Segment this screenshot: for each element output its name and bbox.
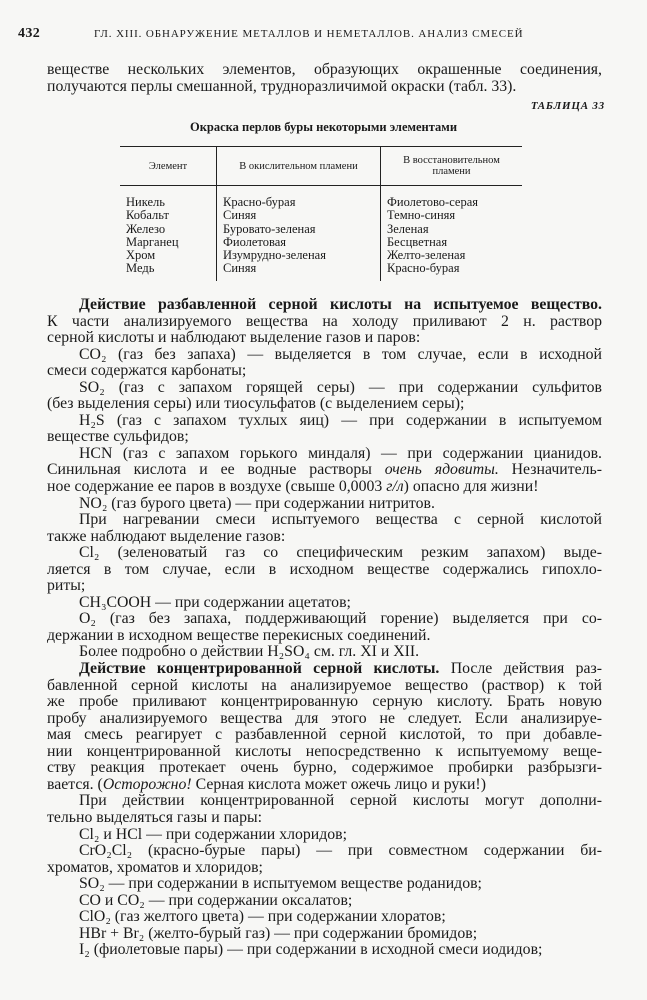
formula: HCN [79, 445, 113, 462]
text-line: нии концентрированной кислоты непосредственно к испытуемому веще- [47, 743, 602, 760]
text-segment: Незначитель- [498, 462, 602, 479]
text-line [47, 496, 602, 513]
chapter-title: ГЛ. XIII. ОБНАРУЖЕНИЕ МЕТАЛЛОВ И НЕМЕТАЛЛОВ. АНАЛИЗ СМЕСЕЙ [94, 28, 524, 40]
formula: HBr + Br₂ [79, 925, 145, 942]
text-line [47, 876, 602, 893]
text-line [47, 827, 602, 844]
formula: H₂S [79, 412, 105, 429]
formula: NO₂ [79, 495, 108, 512]
table-cell: Марганец [126, 234, 179, 249]
reducing-column [381, 186, 523, 281]
text-line: При действии концентрированной серной кислоты могут дополни- [79, 793, 602, 810]
table-cell: Кобальт [126, 208, 169, 223]
text-line: риты; [47, 578, 86, 595]
intro-paragraph [47, 62, 602, 95]
text-line [47, 479, 602, 496]
text-line: также наблюдают выделение газов: [47, 528, 286, 545]
text-segment: ) опасно для жизни! [403, 479, 539, 496]
running-head [18, 26, 627, 44]
table-cell: Никель [126, 195, 165, 209]
formula: CH₃COOH [79, 594, 152, 611]
text-segment: (газ с запахом тухлых яиц) — при содержании в испытуемом [104, 412, 602, 429]
text-line [47, 595, 602, 612]
text-line [47, 926, 602, 943]
formula: CO и CO₂ [79, 892, 145, 909]
text-segment: — при содержании оксалатов; [144, 892, 353, 909]
text-segment: Серная кислота может ожечь лицо и руки!) [191, 776, 486, 793]
text-line [47, 942, 602, 959]
text-line: (без выделения серы) или тиосульфатов (с выделением серы); [47, 396, 465, 413]
text-segment: вается. ( [47, 776, 103, 793]
table-caption: Окраска перлов буры некоторыми элементами [189, 120, 458, 134]
formula: SO₂ [79, 379, 105, 396]
text-line [47, 545, 602, 562]
table-cell: Фиолетово-серая [387, 195, 479, 209]
table-cell: Бесцветная [387, 234, 448, 249]
text-line: ляется в том случае, если в исходном веществе содержались гипохло- [47, 561, 602, 578]
text-line [47, 611, 602, 628]
table-cell: Темно-синяя [387, 208, 456, 223]
text-line: держании в исходном веществе перекисных соединений. [47, 627, 431, 644]
text-segment: (газ с запахом горького миндаля) — при содержании цианидов. [112, 445, 602, 462]
text-line: бавленной серной кислоты на анализируемое вещество (раствор) к той [47, 677, 602, 694]
text-segment: (газ без запаха) — выделяется в том случае, если в исходной [106, 346, 602, 363]
table-header-row [120, 147, 522, 186]
text-line: тельно выделяться газы и пары: [47, 809, 262, 826]
table-cell: Железо [126, 221, 166, 236]
text-line [47, 446, 602, 463]
text-line: смеси содержатся карбонаты; [47, 363, 247, 380]
intro-line: получаются перлы смешанной, трудноразличимой окраски (табл. 33). [47, 77, 517, 95]
text-line [47, 462, 602, 479]
header-element: Элемент [120, 147, 217, 186]
section-heading: Действие разбавленной серной кислоты на испытуемое вещество. [79, 297, 602, 313]
table-cell: Буровато-зеленая [223, 221, 316, 236]
text-line [47, 843, 602, 860]
table-cell: Медь [126, 261, 155, 276]
table-label: ТАБЛИЦА 33 [530, 100, 605, 112]
table-cell: Хром [126, 248, 156, 263]
intro-line: веществе нескольких элементов, образующих окрашенные соединения, [47, 61, 602, 78]
text-line: При нагревании смеси испытуемого вещества с серной кислотой [79, 512, 602, 529]
text-segment: (газ бурого цвета) — при содержании нитритов. [107, 495, 435, 512]
oxidizing-column [217, 186, 381, 281]
text-segment: Синильная кислота и ее водные растворы [47, 462, 385, 479]
text-segment: (фиолетовые пары) — при содержании в исходной смеси иодидов; [89, 942, 543, 959]
text-segment: — при содержании хлоридов; [142, 826, 348, 843]
body-text [47, 297, 602, 959]
table-cell: Зеленая [387, 221, 429, 236]
text-segment: После действия раз- [439, 661, 602, 678]
section-heading: Действие концентрированной серной кислоты. [79, 661, 440, 678]
formula: Cl₂ и HCl [79, 826, 143, 843]
text-line [47, 661, 602, 678]
emphasis: Осторожно! [102, 776, 192, 793]
text-line [47, 413, 602, 430]
unit: г/л [386, 479, 404, 496]
text-segment: (газ без запаха, поддерживающий горение) выделяется при со- [95, 611, 602, 628]
text-line: пробу анализируемого вещества для этого не следует. Если анализируе- [47, 710, 602, 727]
text-segment: ное содержание ее паров в воздухе (свыше 0,0003 [47, 479, 387, 496]
text-segment: (красно-бурые пары) — при совместном содержании би- [132, 843, 602, 860]
text-line: К части анализируемого вещества на холоду приливают 2 н. раствор [47, 313, 602, 330]
table-cell: Красно-бурая [223, 195, 296, 209]
text-line [47, 380, 602, 397]
table-cell: Синяя [223, 261, 257, 276]
text-segment: — при содержании в испытуемом веществе роданидов; [104, 876, 482, 893]
header-reducing: В восстановительном пламени [381, 147, 523, 186]
text-segment: (желто-бурый газ) — при содержании бромидов; [144, 925, 478, 942]
table-cell: Желто-зеленая [387, 248, 466, 263]
text-line: ству реакция протекает очень бурно, содержимое пробирки разбрызги- [47, 760, 602, 777]
emphasis: очень ядовиты. [384, 462, 499, 479]
header-oxidizing: В окислительном пламени [217, 147, 381, 186]
table-cell: Изумрудно-зеленая [223, 248, 326, 263]
formula: I₂ [79, 942, 90, 959]
formula: SO₂ [79, 876, 105, 893]
table-cell: Синяя [223, 208, 257, 223]
formula: O₂ [79, 611, 96, 628]
formula: Cl₂ [79, 545, 100, 562]
text-line: же пробе приливают концентрированную серную кислоту. Брать новую [47, 694, 602, 711]
text-segment: — при содержании ацетатов; [151, 594, 351, 611]
text-line: серной кислоты и наблюдают выделение газов и паров: [47, 330, 421, 347]
text-line: Более подробно о действии H₂SO₄ см. гл. XI и XII. [79, 644, 420, 661]
table-body [120, 186, 522, 281]
formula: CrO₂Cl₂ [79, 843, 133, 860]
text-line: мая смесь реагирует с разбавленной серной кислотой, то при добавле- [47, 727, 602, 744]
text-line [47, 909, 602, 926]
text-segment: (газ желтого цвета) — при содержании хлоратов; [110, 909, 446, 926]
text-segment: (газ с запахом горящей серы) — при содержании сульфитов [104, 379, 602, 396]
borax-bead-table [120, 146, 522, 281]
text-segment: (зеленоватый газ со специфическим резким запахом) выде- [99, 545, 602, 562]
formula: ClO₂ [79, 909, 111, 926]
text-line [47, 347, 602, 364]
text-line: хроматов, хроматов и хлоридов; [47, 859, 263, 876]
formula: CO₂ [79, 346, 107, 363]
text-line: веществе сульфидов; [47, 429, 189, 446]
page-number: 432 [18, 26, 41, 41]
text-line [47, 893, 602, 910]
table-cell: Красно-бурая [387, 261, 460, 276]
text-line [47, 777, 602, 794]
table-cell: Фиолетовая [223, 234, 287, 249]
element-column [120, 186, 217, 281]
